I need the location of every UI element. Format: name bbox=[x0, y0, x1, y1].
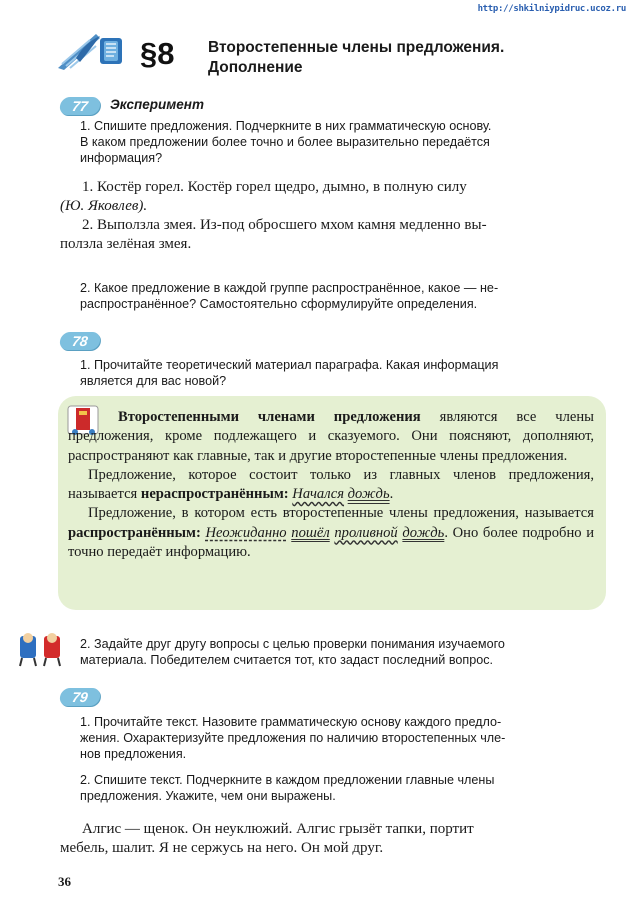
ex79-task2: 2. Спишите текст. Подчеркните в каждом предложении главные члены предложения. Укажите, чем они выражены. bbox=[80, 773, 495, 803]
page-number: 36 bbox=[58, 874, 71, 889]
theory-paragraph-1: Второстепенными членами предложения являются все члены предложения, кроме подлежащего и сказуемого. Они поясняют, дополняют, распространяют как главные, так и другие второстепенные члены предложения. bbox=[68, 409, 594, 464]
ex77-task2: 2. Какое предложение в каждой группе распространённое, какое — не- распространённое? Самостоятельно сформулируйте определения. bbox=[80, 281, 499, 311]
ex79-text: Алгис — щенок. Он неуклюжий. Алгис грызёт тапки, портит мебель, шалит. Я не сержусь на него. Он мой друг. bbox=[60, 821, 474, 856]
theory-paragraph-3: Предложение, в котором есть второстепенные члены предложения, называется распространённым: Неожиданно пошёл проливной дождь. Оно более подробно и точно передаёт информацию. bbox=[68, 505, 595, 561]
paragraph-number: §8 bbox=[140, 36, 175, 71]
exercise-number-79: 79 bbox=[59, 688, 102, 706]
theory-text bbox=[68, 408, 594, 562]
ex77-task1: 1. Спишите предложения. Подчеркните в них грамматическую основу. В каком предложении более точно и более выразительно передаётся информация? bbox=[80, 119, 492, 165]
ex78-task1: 1. Прочитайте теоретический материал параграфа. Какая информация является для вас новой? bbox=[80, 358, 499, 388]
ex78-task2: 2. Задайте друг другу вопросы с целью проверки понимания изучаемого материала. Победителем считается тот, кто задаст последний вопрос. bbox=[80, 637, 505, 667]
exercise-number-77: 77 bbox=[59, 97, 102, 115]
source-url[interactable]: http://shkilniypidruc.ucoz.ru bbox=[477, 4, 626, 14]
ex79-task1: 1. Прочитайте текст. Назовите грамматическую основу каждого предло- жения. Охарактеризуйте предложения по наличию второстепенных чле- нов предложения. bbox=[80, 715, 506, 761]
page-title: Второстепенные члены предложения. Дополнение bbox=[208, 39, 505, 76]
ex77-sentences: 1. Костёр горел. Костёр горел щедро, дымно, в полную силу (Ю. Яковлев). 2. Выползла змея. Из-под обросшего мхом камня медленно вы- ползла зелёная змея. bbox=[60, 179, 487, 252]
exercise-number-78: 78 bbox=[59, 332, 102, 350]
quill-book-logo-icon bbox=[56, 28, 130, 72]
exercise-title: Эксперимент bbox=[110, 97, 204, 112]
pair-work-kids-icon bbox=[14, 628, 70, 668]
theory-paragraph-2: Предложение, которое состоит только из главных членов предложения, называется нераспространённым: Начался дождь. bbox=[68, 466, 594, 503]
